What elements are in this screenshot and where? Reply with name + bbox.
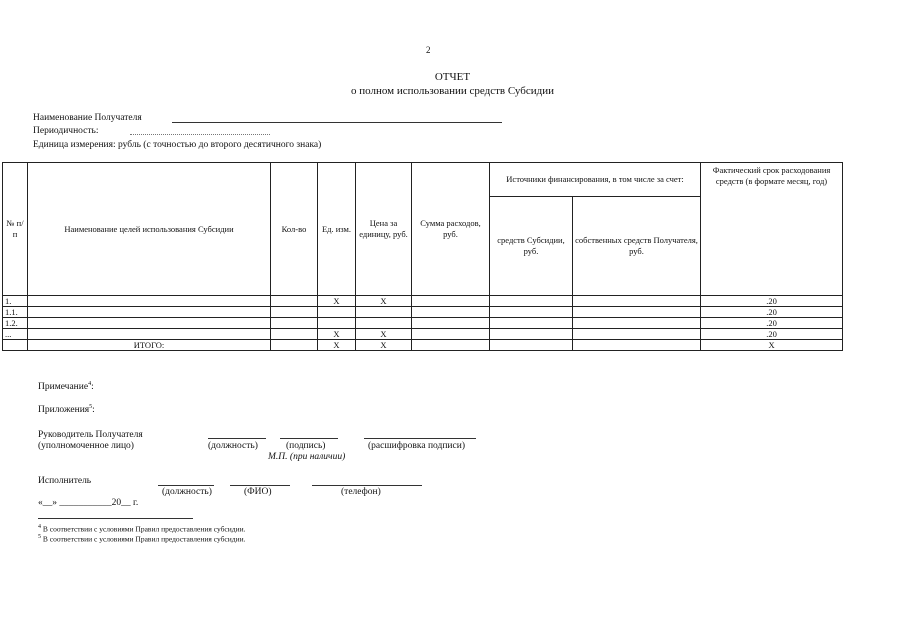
position-caption: (должность) xyxy=(208,441,258,451)
col-header-number: № п/п xyxy=(3,163,28,296)
footnote-4 xyxy=(38,524,246,534)
table-row xyxy=(3,329,843,340)
col-header-unit: Ед. изм. xyxy=(318,163,356,296)
footnote-5-ref: 5 xyxy=(38,534,41,540)
executor-phone-line[interactable] xyxy=(312,485,422,486)
stamp-caption: М.П. (при наличии) xyxy=(268,452,346,462)
executor-position-line[interactable] xyxy=(158,485,214,486)
footnote-5 xyxy=(38,534,246,544)
row-price-cell[interactable] xyxy=(356,318,412,329)
row-quantity-cell[interactable] xyxy=(271,329,318,340)
row-quantity-cell[interactable] xyxy=(271,340,318,351)
head-label: Руководитель Получателя xyxy=(38,430,143,440)
row-own-cell[interactable] xyxy=(573,318,701,329)
row-subsidy-cell[interactable] xyxy=(490,318,573,329)
total-label: ИТОГО: xyxy=(28,340,271,351)
col-header-sources: Источники финансирования, в том числе за счет: xyxy=(490,163,701,197)
fio-caption: (ФИО) xyxy=(244,487,272,497)
row-name-cell[interactable] xyxy=(28,329,271,340)
col-header-name: Наименование целей использования Субсидии xyxy=(28,163,271,296)
phone-caption: (телефон) xyxy=(341,487,381,497)
row-price-cell[interactable] xyxy=(356,307,412,318)
signature-caption: (подпись) xyxy=(286,441,326,451)
head-label-sub: (уполномоченное лицо) xyxy=(38,441,134,451)
row-sum-cell[interactable] xyxy=(412,307,490,318)
row-sum-cell[interactable] xyxy=(412,329,490,340)
row-unit-cell: X xyxy=(318,340,356,351)
row-unit-cell[interactable] xyxy=(318,318,356,329)
row-own-cell[interactable] xyxy=(573,296,701,307)
row-unit-cell: X xyxy=(318,329,356,340)
row-quantity-cell[interactable] xyxy=(271,307,318,318)
row-own-cell[interactable] xyxy=(573,307,701,318)
row-subsidy-cell[interactable] xyxy=(490,329,573,340)
attachments-label: Приложения xyxy=(38,405,90,416)
date-field[interactable]: «__» ___________20__ г. xyxy=(38,498,139,508)
col-header-own-funds: собственных средств Получателя, руб. xyxy=(573,197,701,296)
col-header-subsidy: средств Субсидии, руб. xyxy=(490,197,573,296)
footnote-5-text: В соответствии с условиями Правил предоставления субсидии. xyxy=(42,534,246,544)
footnote-4-ref: 4 xyxy=(38,524,41,530)
col-header-sum: Сумма расходов, руб. xyxy=(412,163,490,296)
attachments-footnote-ref: 5 xyxy=(89,404,93,410)
signature-decode-caption: (расшифровка подписи) xyxy=(368,441,465,451)
footnote-4-text: В соответствии с условиями Правил предоставления субсидии. xyxy=(42,524,246,534)
col-header-price: Цена за единицу, руб. xyxy=(356,163,412,296)
table-row xyxy=(3,318,843,329)
row-quantity-cell[interactable] xyxy=(271,296,318,307)
row-number: ... xyxy=(3,329,28,340)
recipient-field-line[interactable] xyxy=(172,122,502,123)
executor-label: Исполнитель xyxy=(38,476,92,486)
head-signature-decode-line[interactable] xyxy=(364,438,476,439)
report-table xyxy=(2,162,843,351)
row-deadline-cell[interactable]: .20 xyxy=(701,307,843,318)
row-number xyxy=(3,340,28,351)
periodicity-label: Периодичность: xyxy=(33,126,99,136)
row-subsidy-cell[interactable] xyxy=(490,307,573,318)
row-sum-cell[interactable] xyxy=(412,296,490,307)
row-deadline-cell[interactable]: .20 xyxy=(701,329,843,340)
note-footnote-ref: 4 xyxy=(88,381,92,387)
col-header-quantity: Кол-во xyxy=(271,163,318,296)
row-number: 1. xyxy=(3,296,28,307)
table-row-total xyxy=(3,340,843,351)
executor-fio-line[interactable] xyxy=(230,485,290,486)
recipient-label: Наименование Получателя xyxy=(33,113,142,123)
row-unit-cell: X xyxy=(318,296,356,307)
head-position-line[interactable] xyxy=(208,438,266,439)
report-title: ОТЧЕТ xyxy=(434,71,471,83)
row-price-cell: X xyxy=(356,296,412,307)
row-deadline-cell[interactable]: .20 xyxy=(701,296,843,307)
row-subsidy-cell[interactable] xyxy=(490,340,573,351)
head-signature-line[interactable] xyxy=(280,438,338,439)
periodicity-field-line[interactable] xyxy=(130,134,270,135)
row-own-cell[interactable] xyxy=(573,340,701,351)
table-row xyxy=(3,296,843,307)
row-own-cell[interactable] xyxy=(573,329,701,340)
note-line: Примечание$^4$: xyxy=(38,381,94,393)
note-label: Примечание xyxy=(38,382,89,393)
row-number: 1.2. xyxy=(3,318,28,329)
row-name-cell[interactable] xyxy=(28,296,271,307)
row-subsidy-cell[interactable] xyxy=(490,296,573,307)
row-deadline-cell[interactable]: .20 xyxy=(701,318,843,329)
executor-position-caption: (должность) xyxy=(162,487,212,497)
row-sum-cell[interactable] xyxy=(412,340,490,351)
row-number: 1.1. xyxy=(3,307,28,318)
row-name-cell[interactable] xyxy=(28,307,271,318)
row-unit-cell[interactable] xyxy=(318,307,356,318)
row-name-cell[interactable] xyxy=(28,318,271,329)
row-deadline-cell: X xyxy=(701,340,843,351)
unit-of-measure-label: Единица измерения: рубль (с точностью до второго десятичного знака) xyxy=(33,140,322,150)
row-price-cell: X xyxy=(356,340,412,351)
row-price-cell: X xyxy=(356,329,412,340)
row-quantity-cell[interactable] xyxy=(271,318,318,329)
page-number: 2 xyxy=(426,45,431,55)
table-row xyxy=(3,307,843,318)
row-sum-cell[interactable] xyxy=(412,318,490,329)
attachments-line: Приложения$^5$: xyxy=(38,404,95,416)
report-subtitle: о полном использовании средств Субсидии xyxy=(350,85,554,97)
footnote-separator xyxy=(38,518,193,519)
col-header-deadline: Фактический срок расходования средств (в формате месяц, год) xyxy=(701,163,843,296)
